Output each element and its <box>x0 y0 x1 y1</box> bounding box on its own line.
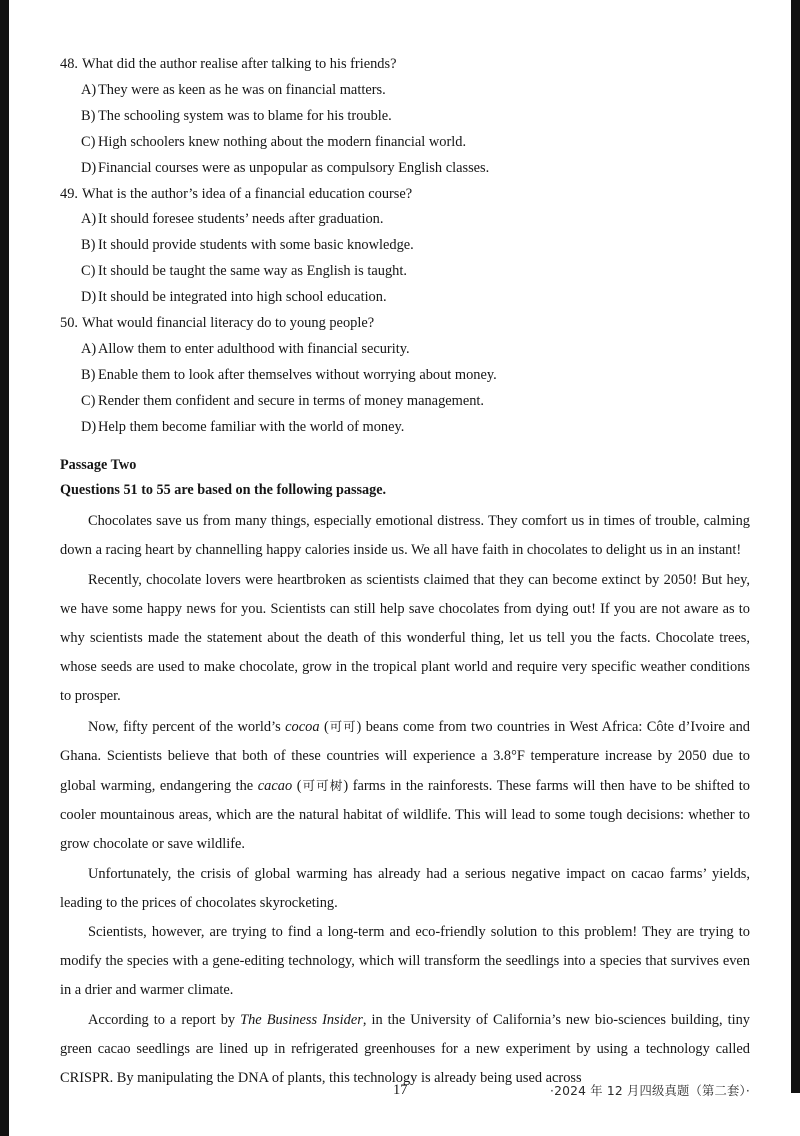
question-option[interactable] <box>60 259 750 285</box>
question-options <box>60 78 750 182</box>
question-block <box>60 182 750 312</box>
question-block <box>60 311 750 441</box>
option-text: Allow them to enter adulthood with financial security. <box>98 340 410 357</box>
question-option[interactable] <box>60 415 750 441</box>
question-option[interactable] <box>60 207 750 233</box>
option-letter: C) <box>81 263 96 280</box>
passage-paragraph <box>60 712 750 860</box>
option-letter: B) <box>81 237 96 254</box>
italic-term: The Business Insider <box>240 1011 363 1028</box>
option-letter: A) <box>81 211 97 228</box>
option-letter: C) <box>81 133 96 150</box>
question-option[interactable] <box>60 156 750 182</box>
text-run: ( <box>292 778 302 795</box>
option-letter: D) <box>81 289 97 306</box>
chinese-gloss: 可可树 <box>301 778 344 794</box>
question-number: 50. <box>60 315 78 332</box>
option-text: It should be integrated into high school education. <box>98 289 387 306</box>
question-option[interactable] <box>60 104 750 130</box>
option-text: Help them become familiar with the world of money. <box>98 418 405 435</box>
italic-term: cacao <box>257 778 293 795</box>
option-text: It should provide students with some basic knowledge. <box>98 237 414 254</box>
page-number: 17 <box>393 1082 408 1098</box>
option-text: High schoolers knew nothing about the modern financial world. <box>98 133 467 150</box>
question-stem-text: What would financial literacy do to young people? <box>82 315 375 332</box>
passage-body <box>60 507 750 1093</box>
text-run: ) beans come from two countries in West Africa: Côte d’Ivoire and Ghana. Scientists believe that both of these countries will experience a 3.8°F temperature increase by 2050 due to global warming, endangering the <box>60 718 750 795</box>
question-option[interactable] <box>60 233 750 259</box>
italic-term: cocoa <box>285 718 320 735</box>
passage-instruction: Questions 51 to 55 are based on the following passage. <box>60 482 387 499</box>
passage-paragraph: Scientists, however, are trying to find a long-term and eco-friendly solution to this problem! They are trying to modify the species with a gene-editing technology, which will transform the seedlings into a species that survives even in a drier and warmer climate. <box>60 924 750 999</box>
question-stem <box>60 52 750 78</box>
passage-paragraph: Unfortunately, the crisis of global warming has already had a serious negative impact on cacao farms’ yields, leading to the prices of chocolates skyrocketing. <box>60 865 750 911</box>
passage-paragraph: Chocolates save us from many things, especially emotional distress. They comfort us in times of trouble, calming down a racing heart by channelling happy calories inside us. We all have faith in chocolates to delight us in an instant! <box>60 513 750 559</box>
option-letter: B) <box>81 366 96 383</box>
question-option[interactable] <box>60 285 750 311</box>
question-stem-text: What is the author’s idea of a financial education course? <box>82 185 413 202</box>
option-letter: B) <box>81 107 96 124</box>
option-text: They were as keen as he was on financial matters. <box>98 81 386 98</box>
passage-title: Passage Two <box>60 456 137 473</box>
question-option[interactable] <box>60 389 750 415</box>
option-letter: D) <box>81 159 97 176</box>
question-option[interactable] <box>60 363 750 389</box>
text-run: , in the University of California’s new bio-sciences building, tiny green cacao seedlings are lined up in refrigerated greenhouses for a new experiment by using a technology called CRISPR. By manipulating the DNA of plants, this technology is already being used across <box>60 1011 750 1087</box>
question-number: 48. <box>60 56 78 72</box>
question-number: 49. <box>60 185 78 202</box>
option-letter: C) <box>81 392 96 409</box>
footer-exam-note: ·2024 年 12 月四级真题（第二套）· <box>549 1084 750 1098</box>
question-option[interactable] <box>60 130 750 156</box>
question-option[interactable] <box>60 337 750 363</box>
option-text: Enable them to look after themselves without worrying about money. <box>98 366 497 383</box>
question-options <box>60 207 750 311</box>
question-stem <box>60 182 750 208</box>
text-run: ( <box>319 718 329 735</box>
option-text: It should foresee students’ needs after graduation. <box>98 211 384 228</box>
text-run: According to a report by <box>88 1011 241 1028</box>
option-letter: D) <box>81 418 97 435</box>
question-stem-text: What did the author realise after talking to his friends? <box>82 56 397 72</box>
option-text: Render them confident and secure in terms of money management. <box>98 392 485 409</box>
chinese-gloss: 可可 <box>328 718 357 734</box>
option-letter: A) <box>81 81 97 98</box>
option-text: Financial courses were as unpopular as compulsory English classes. <box>98 159 490 176</box>
questions-container <box>60 52 750 441</box>
question-block <box>60 52 750 182</box>
passage-paragraph: Recently, chocolate lovers were heartbroken as scientists claimed that they can become extinct by 2050! But hey, we have some happy news for you. Scientists can still help save chocolates from dying out! If you are not aware as to why scientists made the statement about the death of this wonderful thing, let us tell you the facts. Chocolate trees, whose seeds are used to make chocolate, grow in the tropical plant world and require very specific weather conditions to prosper. <box>60 571 750 705</box>
option-letter: A) <box>81 340 97 357</box>
text-run: Now, fifty percent of the world’s <box>88 718 286 735</box>
question-option[interactable] <box>60 78 750 104</box>
page-footer <box>60 1080 750 1102</box>
option-text: It should be taught the same way as English is taught. <box>98 263 407 280</box>
question-options <box>60 337 750 441</box>
question-stem <box>60 311 750 337</box>
page-content <box>60 52 750 1093</box>
option-text: The schooling system was to blame for his trouble. <box>98 107 392 124</box>
text-run: ) farms in the rainforests. These farms will then have to be shifted to cooler mountainous areas, which are the natural habitat of wildlife. This will lead to some tough decisions: whether to grow chocolate or save wildlife. <box>60 778 751 853</box>
